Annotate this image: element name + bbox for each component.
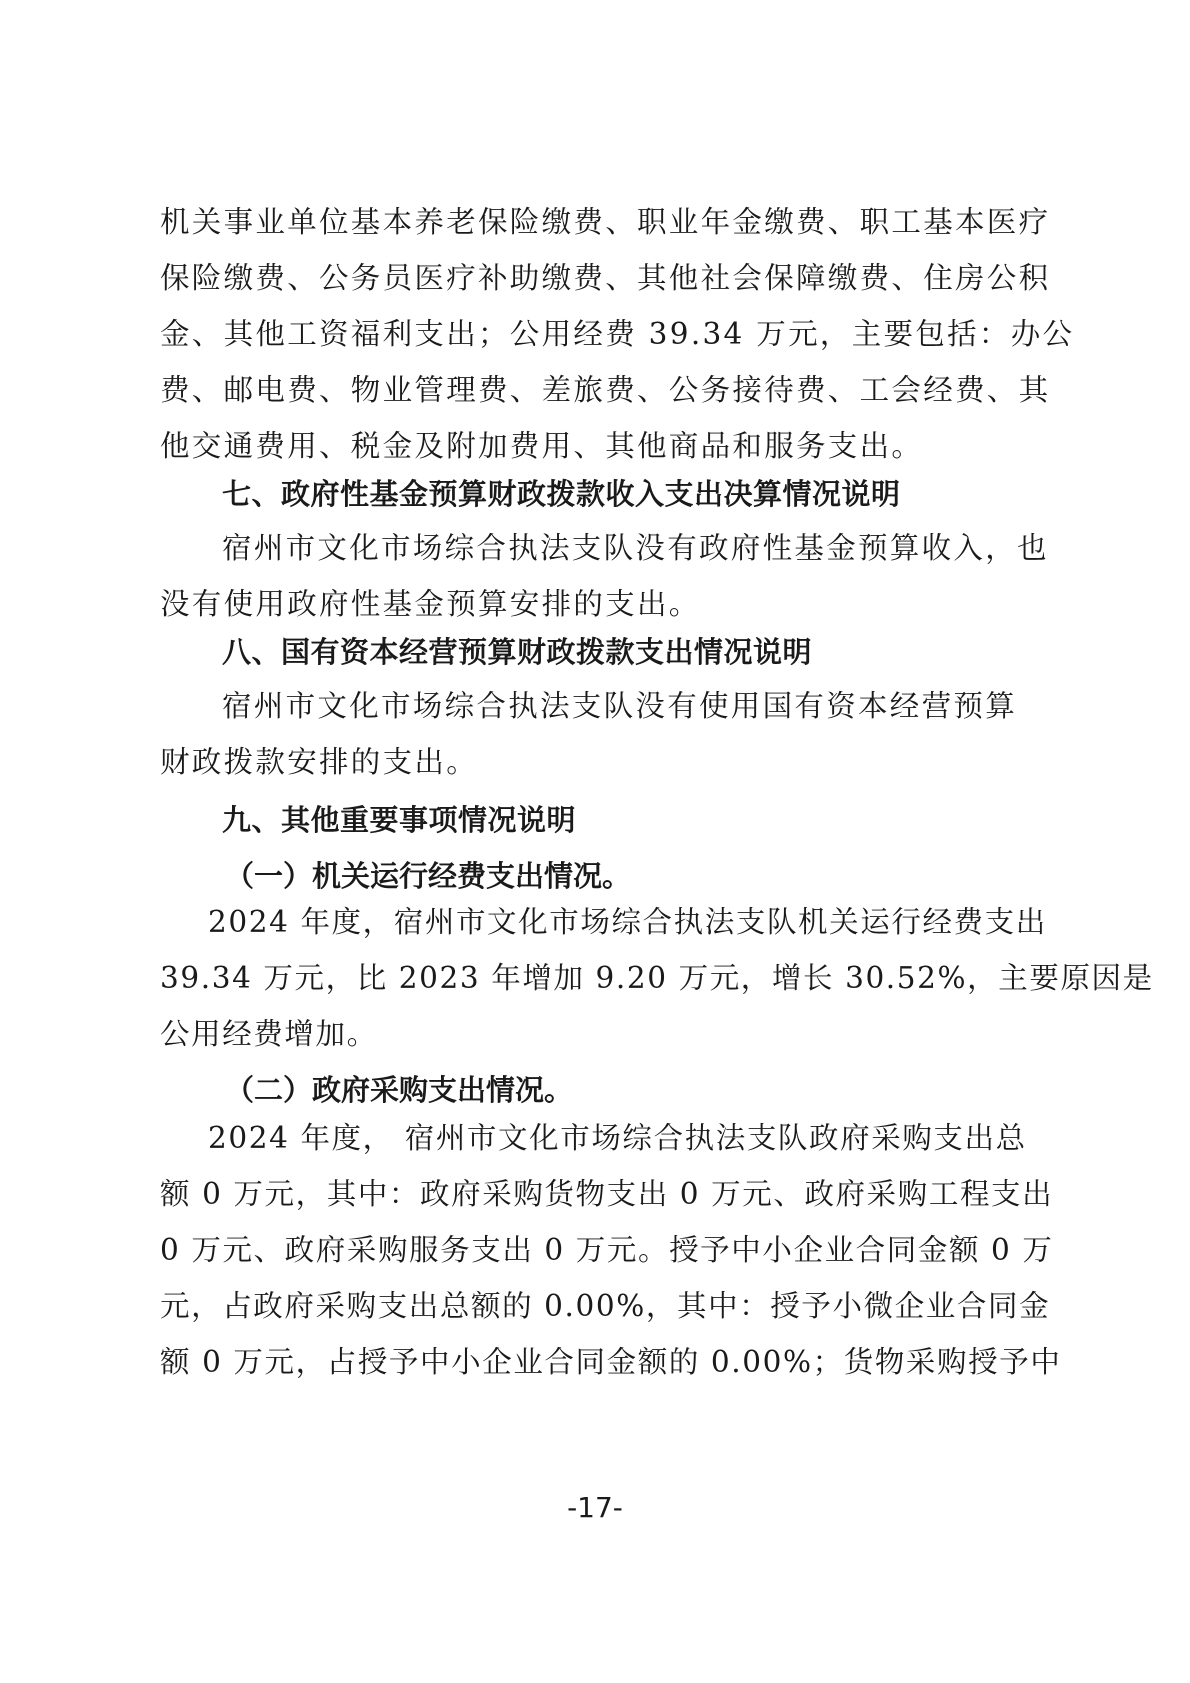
section-heading-9: 九、其他重要事项情况说明: [222, 803, 577, 837]
paragraph-line: 保险缴费、公务员医疗补助缴费、其他社会保障缴费、住房公积: [160, 261, 1051, 295]
paragraph-line: 额 0 万元，其中：政府采购货物支出 0 万元、政府采购工程支出: [160, 1177, 1054, 1211]
paragraph-line: 元，占政府采购支出总额的 0.00%，其中：授予小微企业合同金: [160, 1289, 1051, 1323]
paragraph-line: 额 0 万元，占授予中小企业合同金额的 0.00%；货物采购授予中: [160, 1345, 1062, 1379]
paragraph-line: 2024 年度， 宿州市文化市场综合执法支队政府采购支出总: [208, 1121, 1027, 1155]
paragraph-line: 金、其他工资福利支出；公用经费 39.34 万元，主要包括：办公: [160, 317, 1075, 351]
paragraph-line: 宿州市文化市场综合执法支队没有使用国有资本经营预算: [222, 689, 1018, 723]
paragraph-line: 39.34 万元，比 2023 年增加 9.20 万元，增长 30.52%，主要原因是: [160, 961, 1154, 995]
subsection-1-paragraph: [160, 894, 1154, 1062]
subsection-heading-1: （一）机关运行经费支出情况。: [225, 859, 632, 893]
paragraph-line: 2024 年度，宿州市文化市场综合执法支队机关运行经费支出: [208, 905, 1047, 939]
paragraph-line: 0 万元、政府采购服务支出 0 万元。授予中小企业合同金额 0 万: [160, 1233, 1054, 1267]
subsection-heading-2: （二）政府采购支出情况。: [225, 1073, 574, 1107]
subsection-2-paragraph: [160, 1110, 1062, 1390]
paragraph-line: 没有使用政府性基金预算安排的支出。: [160, 587, 701, 621]
paragraph-line: 宿州市文化市场综合执法支队没有政府性基金预算收入，也: [222, 531, 1049, 565]
paragraph-line: 机关事业单位基本养老保险缴费、职业年金缴费、职工基本医疗: [160, 205, 1051, 239]
paragraph-line: 他交通费用、税金及附加费用、其他商品和服务支出。: [160, 429, 924, 463]
section-heading-8: 八、国有资本经营预算财政拨款支出情况说明: [222, 635, 813, 669]
paragraph-line: 财政拨款安排的支出。: [160, 745, 479, 779]
section-7-paragraph: [160, 520, 1049, 632]
section-8-paragraph: [160, 678, 1040, 790]
intro-paragraph: [160, 194, 1075, 474]
paragraph-line: 费、邮电费、物业管理费、差旅费、公务接待费、工会经费、其: [160, 373, 1051, 407]
section-heading-7: 七、政府性基金预算财政拨款收入支出决算情况说明: [222, 477, 901, 511]
page-number: -17-: [567, 1491, 623, 1524]
paragraph-line: 公用经费增加。: [160, 1017, 378, 1051]
